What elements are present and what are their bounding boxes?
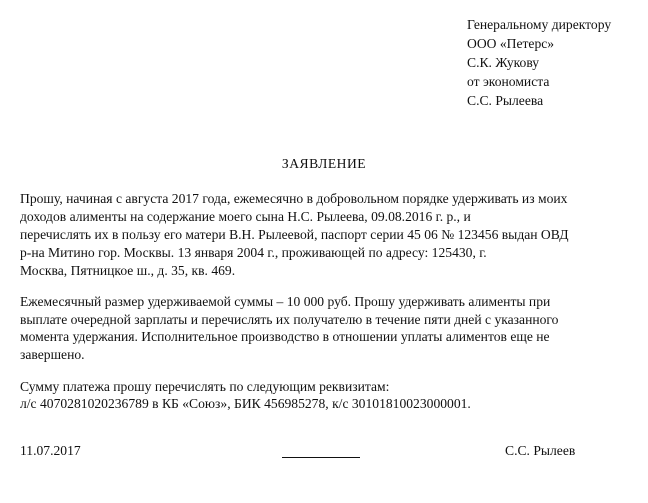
paragraph-line: перечислять их в пользу его матери В.Н. Рылеевой, паспорт серии 45 06 № 123456 выдан ОВД [20, 227, 569, 242]
signature-line [282, 457, 360, 458]
paragraph-line: Прошу, начиная с августа 2017 года, ежемесячно в добровольном порядке удерживать из моих [20, 191, 568, 206]
addressee-company: ООО «Петерс» [467, 36, 555, 51]
document-title: ЗАЯВЛЕНИЕ [281, 156, 367, 171]
paragraph-line: выплате очередной зарплаты и перечислять их получателю в течение пяти дней с указанного [20, 312, 559, 327]
signature-name: С.С. Рылеев [505, 443, 576, 458]
addressee-position: Генеральному директору [467, 17, 612, 32]
paragraph-line: доходов алименты на содержание моего сына Н.С. Рылеева, 09.08.2016 г. р., и [20, 209, 471, 224]
addressee-name: С.К. Жукову [467, 55, 540, 70]
document-date: 11.07.2017 [20, 443, 81, 458]
paragraph-line: Ежемесячный размер удерживаемой суммы – 10 000 руб. Прошу удерживать алименты при [20, 294, 551, 309]
bank-requisites: л/с 40702810202367​89 в КБ «Союз», БИК 456985278, к/с 30101810023000001. [20, 396, 471, 411]
paragraph-line: Сумму платежа прошу перечислять по следующим реквизитам: [20, 379, 390, 394]
paragraph-line: Москва, Пятницкое ш., д. 35, кв. 469. [20, 263, 236, 278]
paragraph-line: р-на Митино гор. Москвы. 13 января 2004 г., проживающей по адресу: 125430, г. [20, 245, 487, 260]
paragraph-line: завершено. [20, 347, 85, 362]
sender-role: от экономиста [467, 74, 550, 89]
sender-name: С.С. Рылеева [467, 93, 544, 108]
paragraph-line: момента удержания. Исполнительное производство в отношении уплаты алиментов еще не [20, 329, 550, 344]
